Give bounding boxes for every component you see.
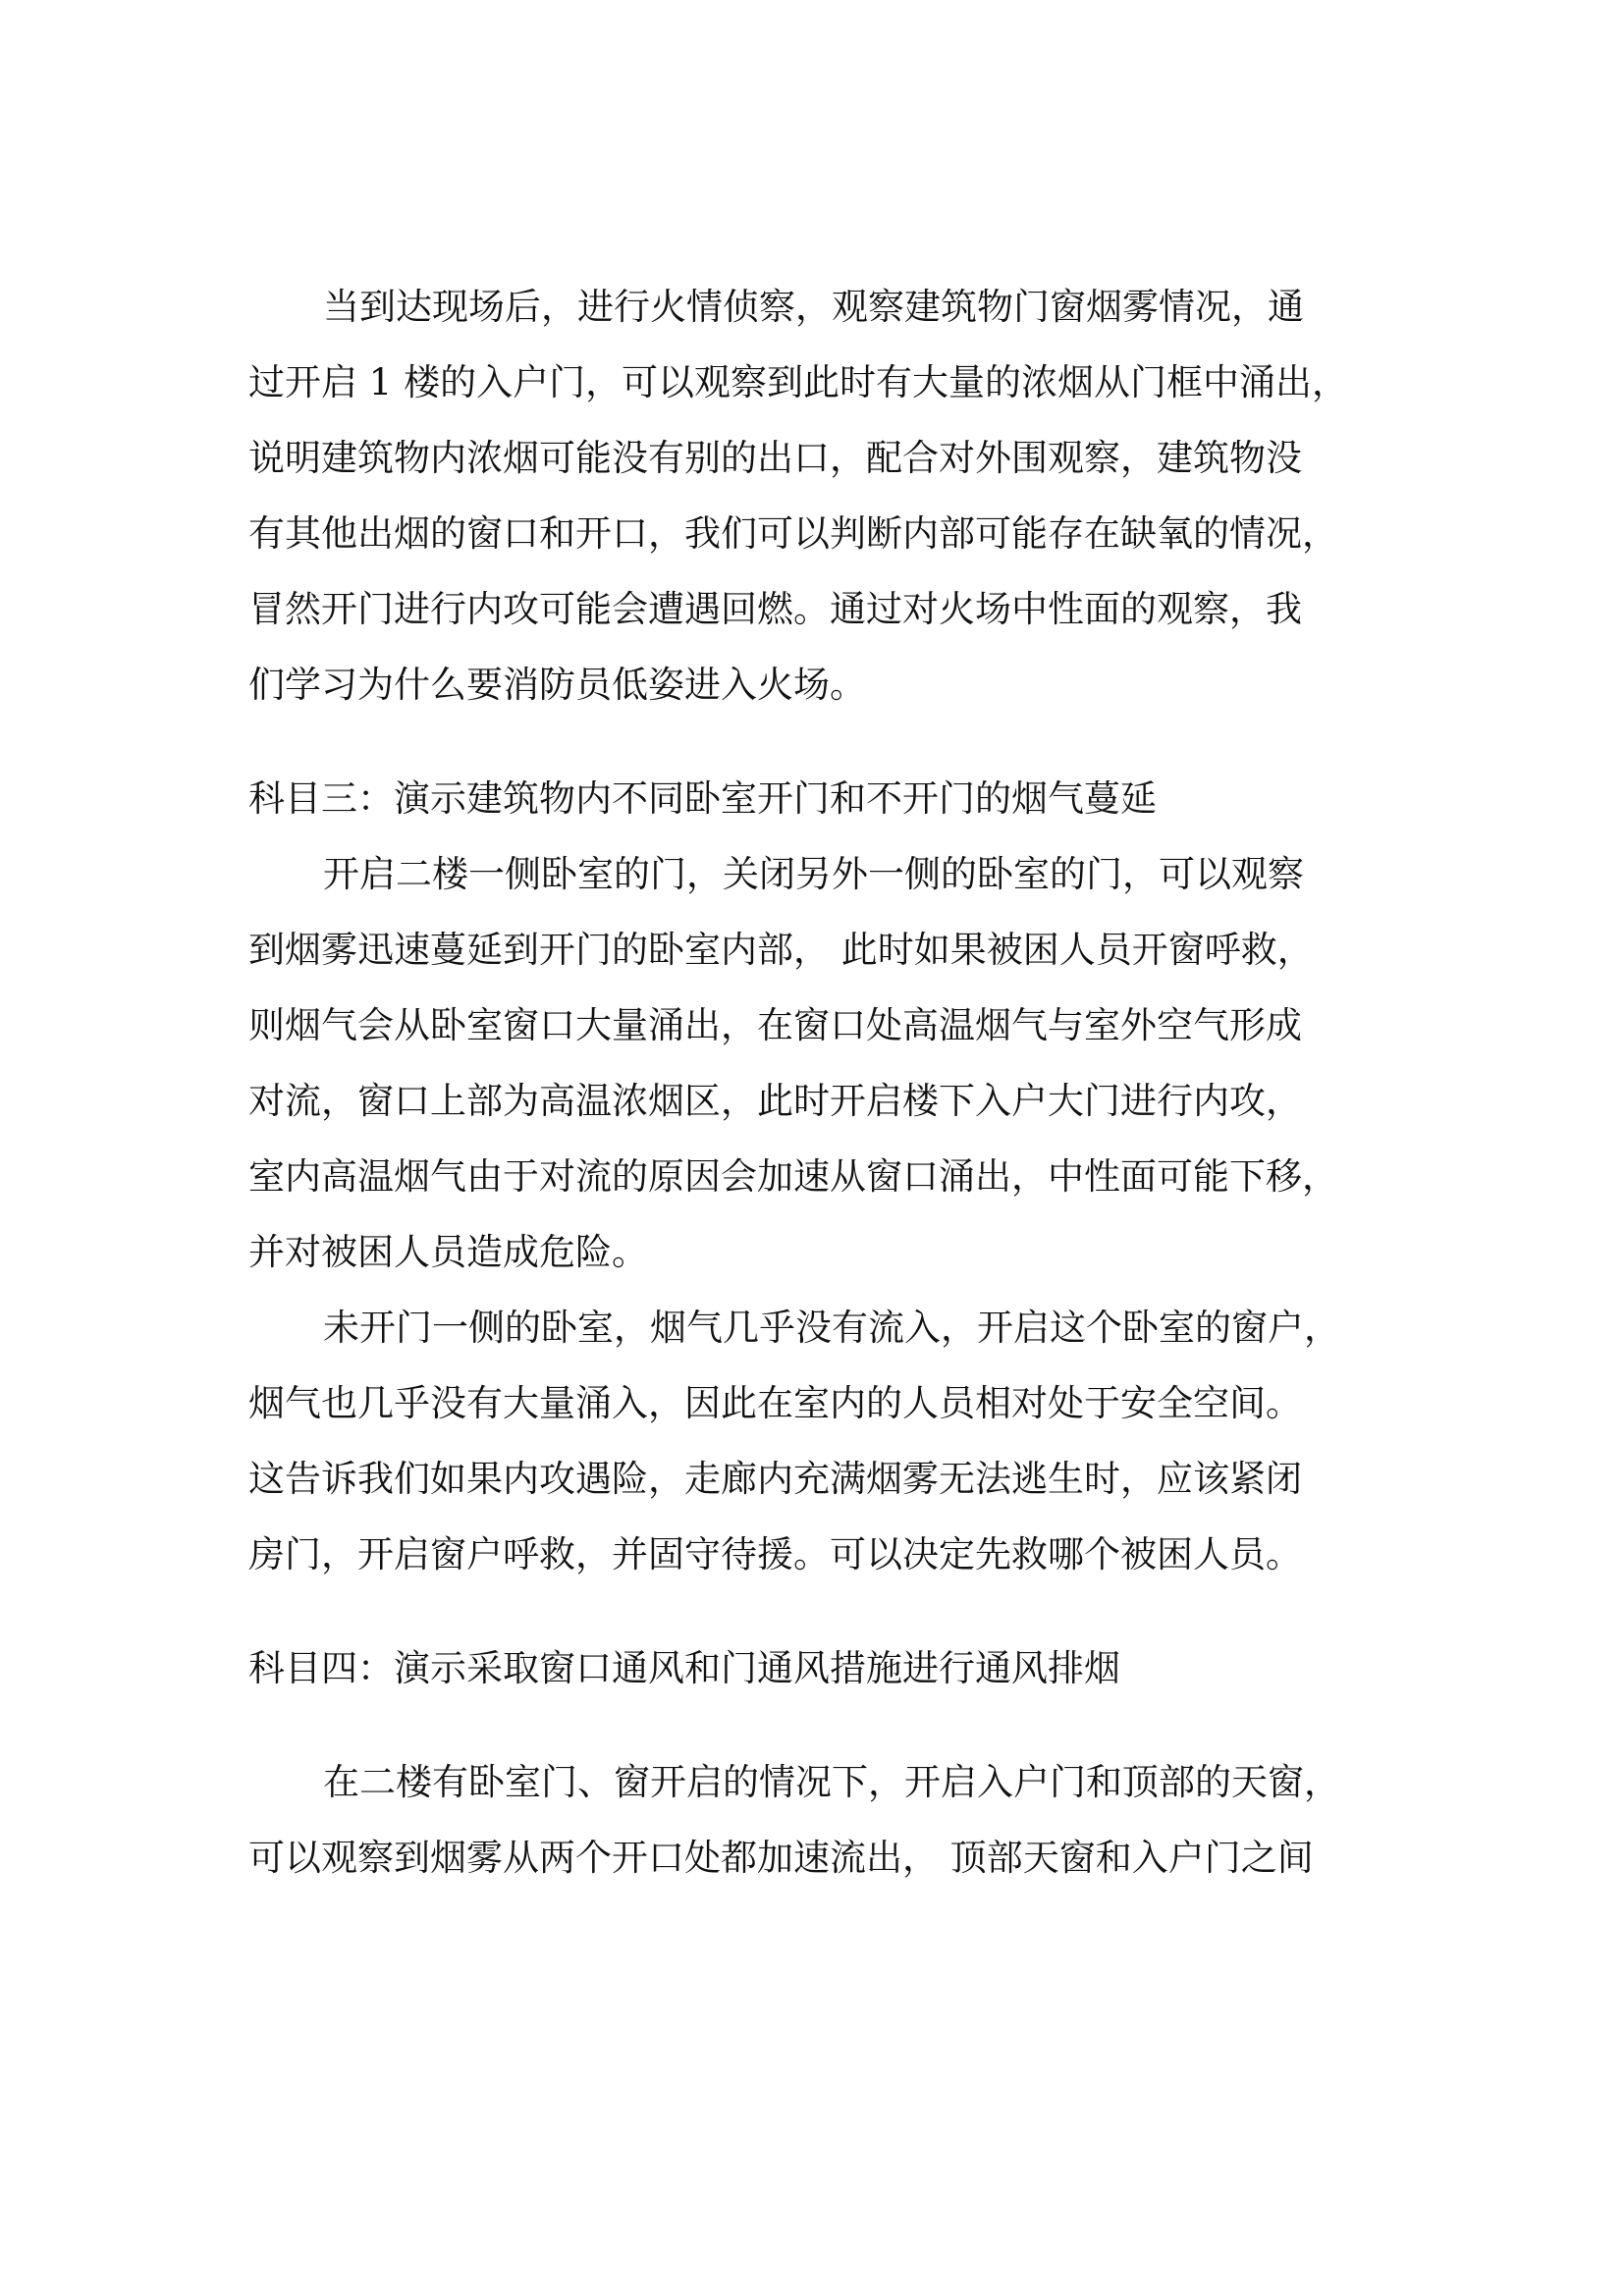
paragraph-3-line-2: 烟气也几乎没有大量涌入，因此在室内的人员相对处于安全空间。 [248,1382,1302,1424]
paragraph-1-line-6: 们学习为什么要消防员低姿进入火场。 [248,664,866,706]
paragraph-3-line-4: 房门，开启窗户呼救，并固守待援。可以决定先救哪个被困人员。 [248,1533,1302,1575]
paragraph-3-line-3: 这告诉我们如果内攻遇险，走廊内充满烟雾无法逃生时，应该紧闭 [248,1458,1302,1500]
paragraph-1-line-5: 冒然开门进行内攻可能会遭遇回燃。通过对火场中性面的观察，我 [248,588,1302,630]
paragraph-2-line-1: 开启二楼一侧卧室的门，关闭另外一侧的卧室的门，可以观察 [323,853,1304,895]
paragraph-2-line-3: 则烟气会从卧室窗口大量涌出，在窗口处高温烟气与室外空气形成 [248,1004,1302,1046]
paragraph-1-line-2: 过开启 1 楼的入户门，可以观察到此时有大量的浓烟从门框中涌出， [248,361,1349,403]
paragraph-2-line-4: 对流，窗口上部为高温浓烟区，此时开启楼下入户大门进行内攻， [248,1080,1302,1122]
paragraph-4-line-1: 在二楼有卧室门、窗开启的情况下，开启入户门和顶部的天窗， [323,1761,1340,1803]
heading-subject-3: 科目三：演示建筑物内不同卧室开门和不开门的烟气蔓延 [248,777,1157,820]
paragraph-1-line-3: 说明建筑物内浓烟可能没有别的出口，配合对外围观察，建筑物没 [248,437,1302,479]
paragraph-2-line-5: 室内高温烟气由于对流的原因会加速从窗口涌出，中性面可能下移， [248,1155,1338,1198]
heading-subject-4: 科目四：演示采取窗口通风和门通风措施进行通风排烟 [248,1647,1120,1689]
paragraph-4-line-2: 可以观察到烟雾从两个开口处都加速流出， 顶部天窗和入户门之间 [248,1837,1314,1879]
paragraph-2-line-6: 并对被困人员造成危险。 [248,1231,648,1273]
paragraph-2-line-2: 到烟雾迅速蔓延到开门的卧室内部， 此时如果被困人员开窗呼救， [248,929,1314,971]
paragraph-1-line-4: 有其他出烟的窗口和开口，我们可以判断内部可能存在缺氧的情况， [248,512,1338,555]
paragraph-3-line-1: 未开门一侧的卧室，烟气几乎没有流入，开启这个卧室的窗户， [323,1307,1340,1349]
paragraph-1-line-1: 当到达现场后，进行火情侦察，观察建筑物门窗烟雾情况，通 [323,286,1304,328]
